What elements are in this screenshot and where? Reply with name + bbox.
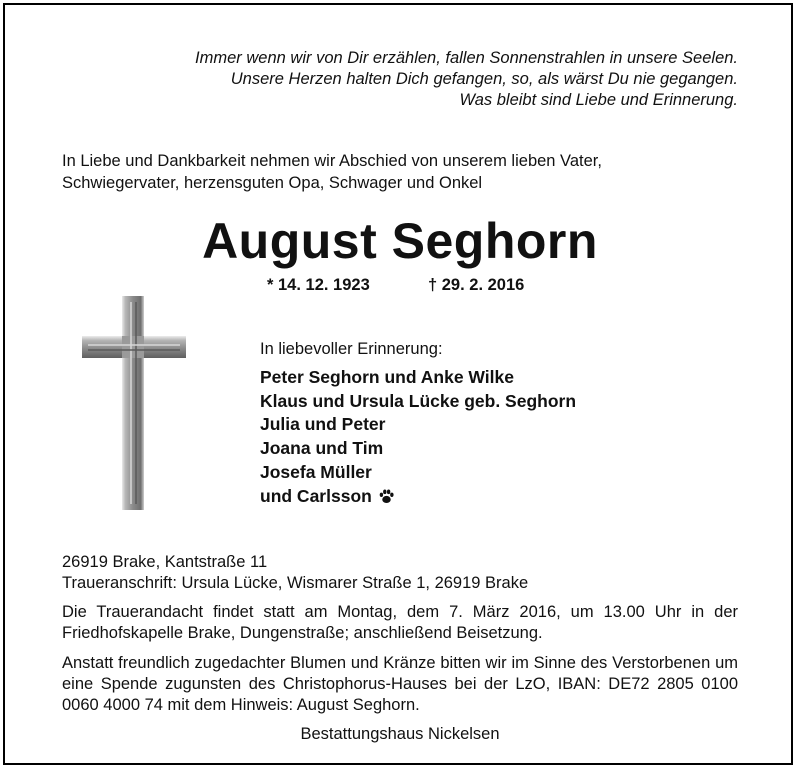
list-item: Josefa Müller — [260, 461, 372, 482]
list-item: Peter Seghorn und Anke Wilke — [260, 367, 514, 387]
mourning-address: Traueranschrift: Ursula Lücke, Wismarer Straße 1, 26919 Brake — [62, 573, 529, 592]
home-address: 26919 Brake, Kantstraße 11 — [62, 553, 268, 571]
paw-print-icon — [378, 488, 395, 505]
list-item: Julia und Peter — [260, 414, 386, 435]
mourners-label: In liebevoller Erinnerung: — [260, 340, 443, 358]
cross-icon — [82, 296, 186, 510]
donation-info: Anstatt freundlich zugedachter Blumen und Kränze bitten wir im Sinne des Verstorbenen um eine Spende zugunsten des Christophorus-Hauses bei der LzO, IBAN: DE72 2805 0100 0060 4000 74 mit dem Hinweis: August Seghorn. — [62, 654, 738, 714]
list-item: und Carlsson — [260, 485, 576, 509]
intro-text — [62, 150, 602, 194]
memorial-poem — [195, 48, 738, 111]
poem-line: Was bleibt sind Liebe und Erinnerung. — [459, 91, 738, 109]
undertaker-name: Bestattungshaus Nickelsen — [300, 725, 500, 743]
birth-date: * 14. 12. 1923 — [267, 276, 370, 294]
list-item: Klaus und Ursula Lücke geb. Seghorn — [260, 390, 577, 411]
deceased-name: August Seghorn — [202, 213, 598, 269]
intro-line: In Liebe und Dankbarkeit nehmen wir Abschied von unserem lieben Vater, — [62, 152, 602, 170]
poem-line: Immer wenn wir von Dir erzählen, fallen Sonnenstrahlen in unsere Seelen. — [195, 49, 738, 67]
address-block — [62, 552, 528, 593]
poem-line: Unsere Herzen halten Dich gefangen, so, als wärst Du nie gegangen. — [230, 70, 738, 88]
intro-line: Schwiegervater, herzensguten Opa, Schwager und Onkel — [62, 174, 483, 192]
service-info: Die Trauerandacht findet statt am Montag, dem 7. März 2016, um 13.00 Uhr in der Friedhofskapelle Brake, Dungenstraße; anschließend Beisetzung. — [62, 603, 738, 642]
death-date: † 29. 2. 2016 — [428, 276, 525, 294]
list-item: Joana und Tim — [260, 438, 384, 459]
mourners-list — [260, 366, 576, 508]
